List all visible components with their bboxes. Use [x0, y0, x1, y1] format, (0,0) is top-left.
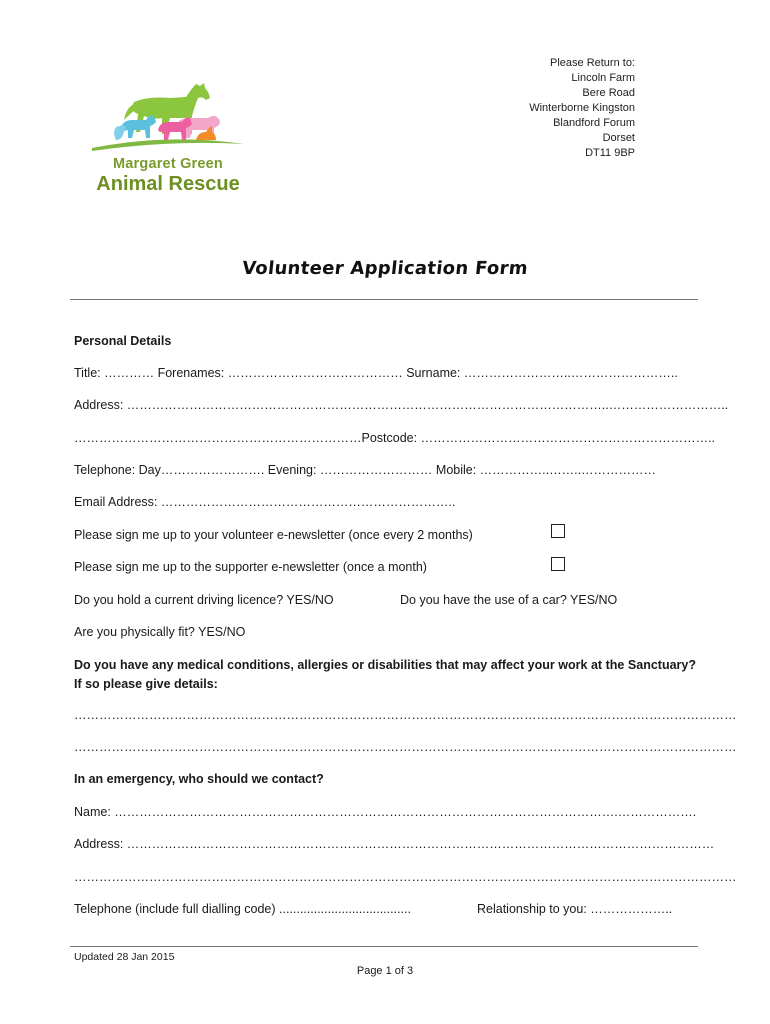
- emergency-telephone-field[interactable]: Telephone (include full dialling code) ......................................: [74, 902, 411, 916]
- volunteer-newsletter-checkbox[interactable]: [551, 524, 565, 538]
- physically-fit-question[interactable]: Are you physically fit? YES/NO: [74, 625, 246, 639]
- emergency-name-field[interactable]: Name: ………………………………………………………………………………………………………….……………….: [74, 805, 697, 819]
- address-postcode-field[interactable]: ……………………………………………………………Postcode: ……………………………………………………………..: [74, 431, 716, 445]
- return-address-line: Dorset: [602, 132, 635, 144]
- volunteer-newsletter-label: Please sign me up to your volunteer e-newsletter (once every 2 months): [74, 528, 473, 542]
- driving-licence-question[interactable]: Do you hold a current driving licence? YES/NO: [74, 593, 334, 607]
- logo-line-2: Animal Rescue: [96, 173, 240, 195]
- margaret-green-logo: [88, 78, 253, 196]
- return-address-line: Please Return to:: [550, 57, 635, 69]
- telephone-field[interactable]: Telephone: Day……………………. Evening: ……………………… Mobile: ……………..……..………………: [74, 463, 657, 477]
- footer-divider: [70, 946, 698, 947]
- emergency-relationship-field[interactable]: Relationship to you: ………………..: [477, 902, 673, 916]
- medical-question: Do you have any medical conditions, allergies or disabilities that may affect your work at the Sanctuary? If so please give details:: [74, 658, 696, 691]
- logo-line-1: Margaret Green: [113, 156, 223, 172]
- form-title: Volunteer Application Form: [241, 258, 529, 279]
- footer-updated-date: Updated 28 Jan 2015: [74, 951, 175, 963]
- emergency-address-line2[interactable]: ……………………………………………………………………………………………………………………………………………: [74, 870, 737, 884]
- footer-page-number: Page 1 of 3: [356, 965, 414, 977]
- supporter-newsletter-label: Please sign me up to the supporter e-newsletter (once a month): [74, 560, 427, 574]
- address-field[interactable]: Address: ……………………………………………………………………………………………………..………………………..: [74, 398, 729, 412]
- use-of-car-question[interactable]: Do you have the use of a car? YES/NO: [400, 593, 618, 607]
- medical-details-line[interactable]: ……………………………………………………………………………………………………………………………………………: [74, 740, 737, 754]
- animals-logo-icon: [88, 78, 253, 158]
- return-address-line: Winterborne Kingston: [529, 102, 635, 114]
- title-divider: [70, 299, 698, 300]
- medical-details-line[interactable]: ……………………………………………………………………………………………………………………………………………: [74, 708, 737, 722]
- return-address-line: Blandford Forum: [553, 117, 635, 129]
- emergency-address-field[interactable]: Address: ……………………………………………………………………………………………………………………………: [74, 837, 715, 851]
- email-field[interactable]: Email Address: ……………………………………………………………..: [74, 495, 456, 509]
- return-address: [529, 56, 635, 161]
- emergency-heading: In an emergency, who should we contact?: [74, 772, 324, 786]
- supporter-newsletter-checkbox[interactable]: [551, 557, 565, 571]
- return-address-line: Lincoln Farm: [571, 72, 635, 84]
- personal-details-heading: Personal Details: [74, 334, 172, 348]
- name-title-field[interactable]: Title: ………… Forenames: …………………………………… Surname: ……………………..……………………..: [74, 366, 678, 380]
- return-address-line: DT11 9BP: [585, 147, 635, 159]
- return-address-line: Bere Road: [582, 87, 635, 99]
